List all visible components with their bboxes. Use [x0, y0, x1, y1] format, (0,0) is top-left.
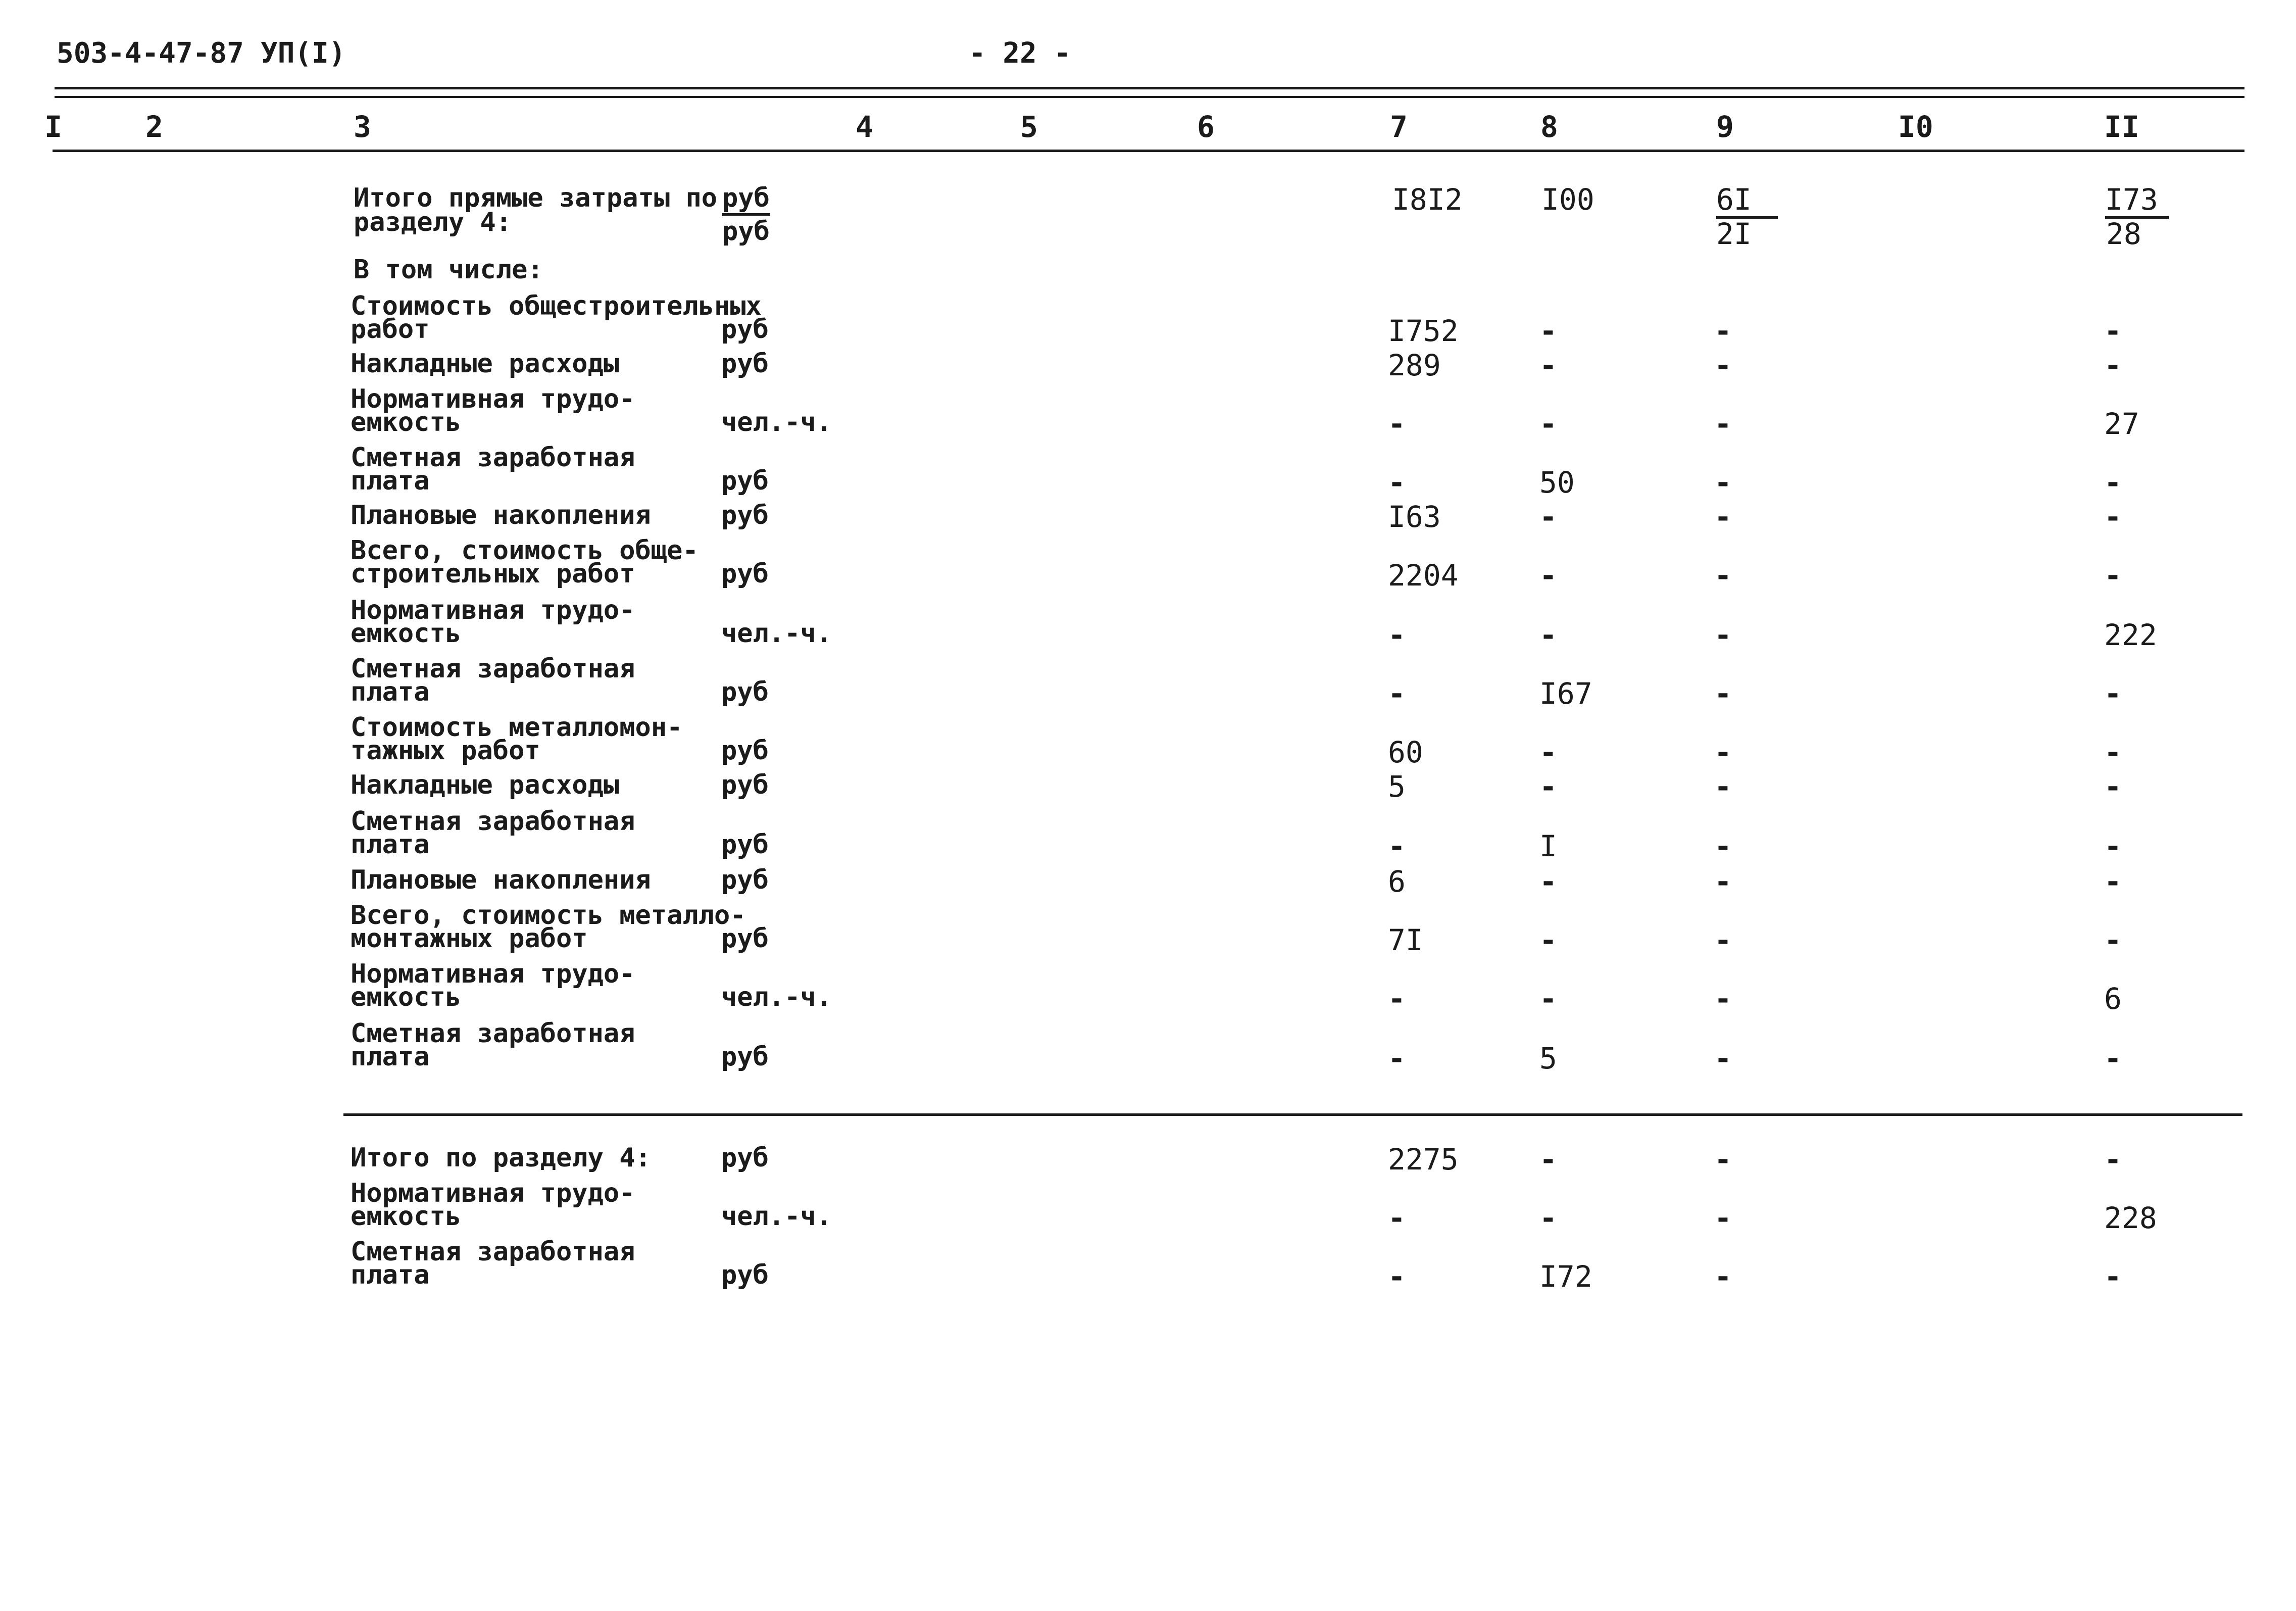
section-total-unit: руб [721, 1143, 769, 1173]
detail-description-line2: плата [351, 466, 430, 496]
detail-description-line1: Нормативная трудо- [351, 384, 635, 414]
detail-col8-value: - [1539, 500, 1557, 534]
detail-unit: руб [721, 1042, 769, 1072]
detail-col8-value: - [1539, 769, 1557, 804]
detail-col9-value: - [1714, 465, 1732, 500]
detail-description-line2: емкость [351, 982, 462, 1012]
total-direct-col8: I00 [1541, 182, 1594, 217]
detail-col7-value: I63 [1388, 500, 1441, 534]
detail-description-line2: работ [351, 314, 430, 345]
section-total-col8-value: - [1539, 1201, 1557, 1235]
detail-description-line1: Нормативная трудо- [351, 959, 635, 989]
column-number-11: II [2104, 110, 2139, 144]
detail-col7-value: - [1388, 407, 1406, 441]
detail-unit: руб [721, 314, 769, 345]
section-total-unit: руб [721, 1260, 769, 1290]
total-direct-col11-bottom: 28 [2106, 217, 2141, 251]
detail-col11-value: - [2104, 314, 2122, 348]
detail-description-line1: Стоимость общестроительных [351, 291, 762, 321]
detail-description-line1: Сметная заработная [351, 443, 635, 473]
section-total-col7-value: 2275 [1388, 1142, 1459, 1177]
detail-col11-value: - [2104, 923, 2122, 957]
detail-unit: руб [721, 677, 769, 707]
detail-description-line2: монтажных работ [351, 923, 588, 954]
column-number-1: I [44, 110, 62, 144]
detail-col11-value: - [2104, 864, 2122, 899]
detail-col9-value: - [1714, 1041, 1732, 1076]
column-header-rule [53, 150, 2244, 152]
detail-col11-value: - [2104, 465, 2122, 500]
total-direct-unit-bottom: руб [722, 216, 770, 247]
section-total-description-line1: Нормативная трудо- [351, 1178, 635, 1208]
detail-col8-value: - [1539, 735, 1557, 769]
detail-description-line2: емкость [351, 407, 462, 437]
total-direct-label-line1: Итого прямые затраты по [354, 183, 718, 213]
detail-col8-value: I67 [1539, 676, 1592, 711]
section-total-col9-value: - [1714, 1259, 1732, 1294]
detail-description-line2: плата [351, 677, 430, 707]
detail-col9-value: - [1714, 735, 1732, 769]
detail-col9-value: - [1714, 314, 1732, 348]
detail-description-line1: Накладные расходы [351, 349, 620, 379]
detail-col8-value: - [1539, 923, 1557, 957]
detail-description-line2: плата [351, 1042, 430, 1072]
detail-col7-value: - [1388, 465, 1406, 500]
detail-col11-value: - [2104, 1041, 2122, 1076]
detail-col11-value: - [2104, 769, 2122, 804]
section-total-col11-value: - [2104, 1142, 2122, 1177]
detail-col9-value: - [1714, 558, 1732, 593]
detail-col9-value: - [1714, 618, 1732, 652]
section-total-unit: чел.-ч. [721, 1201, 832, 1232]
detail-description-line2: строительных работ [351, 559, 635, 589]
detail-col9-value: - [1714, 407, 1732, 441]
detail-description-line1: Стоимость металломон- [351, 712, 683, 743]
detail-col8-value: I [1539, 829, 1557, 863]
top-double-rule-upper [55, 87, 2244, 89]
detail-unit: руб [721, 466, 769, 496]
detail-col9-value: - [1714, 923, 1732, 957]
detail-col9-value: - [1714, 829, 1732, 863]
detail-col8-value: - [1539, 558, 1557, 593]
column-number-5: 5 [1020, 110, 1038, 144]
total-direct-col9-bottom: 2I [1716, 217, 1752, 251]
detail-col8-value: - [1539, 618, 1557, 652]
detail-description-line1: Всего, стоимость обще- [351, 535, 698, 566]
album-code: УП(I) [261, 37, 346, 70]
section-total-description-line1: Итого по разделу 4: [351, 1143, 651, 1173]
detail-col7-value: I752 [1388, 314, 1459, 348]
detail-unit: руб [721, 865, 769, 895]
section-total-col8-value: I72 [1539, 1259, 1592, 1294]
column-number-10: I0 [1898, 110, 1933, 144]
detail-col9-value: - [1714, 500, 1732, 534]
page-number: - 22 - [969, 37, 1071, 70]
detail-unit: руб [721, 736, 769, 766]
detail-description-line1: Сметная заработная [351, 1018, 635, 1049]
detail-unit: руб [721, 559, 769, 589]
detail-col7-value: - [1388, 829, 1406, 863]
detail-col11-value: - [2104, 676, 2122, 711]
detail-col8-value: - [1539, 982, 1557, 1016]
detail-description-line1: Плановые накопления [351, 500, 651, 530]
detail-col11-value: 6 [2104, 982, 2122, 1016]
detail-col9-value: - [1714, 676, 1732, 711]
total-direct-col9-top: 6I [1716, 185, 1778, 219]
detail-description-line1: Всего, стоимость металло- [351, 900, 746, 931]
detail-description-line1: Плановые накопления [351, 865, 651, 895]
detail-col7-value: 2204 [1388, 558, 1459, 593]
detail-col7-value: - [1388, 618, 1406, 652]
detail-description-line2: плата [351, 829, 430, 860]
detail-col7-value: 5 [1388, 769, 1406, 804]
section-total-col7-value: - [1388, 1259, 1406, 1294]
detail-unit: чел.-ч. [721, 618, 832, 649]
detail-description-line1: Сметная заработная [351, 654, 635, 684]
section-total-description-line2: емкость [351, 1201, 462, 1232]
column-number-2: 2 [145, 110, 163, 144]
detail-col11-value: - [2104, 829, 2122, 863]
section-total-col11-value: 228 [2104, 1201, 2157, 1235]
top-double-rule-lower [55, 96, 2244, 98]
detail-col7-value: 289 [1388, 348, 1441, 382]
detail-description-line1: Сметная заработная [351, 806, 635, 837]
detail-col8-value: 50 [1539, 465, 1575, 500]
column-number-3: 3 [354, 110, 371, 144]
detail-description-line1: Нормативная трудо- [351, 595, 635, 625]
section-total-col8-value: - [1539, 1142, 1557, 1177]
section-total-description-line2: плата [351, 1260, 430, 1290]
detail-col9-value: - [1714, 982, 1732, 1016]
total-direct-col11-top: I73 [2105, 185, 2169, 219]
detail-unit: руб [721, 829, 769, 860]
section-total-col9-value: - [1714, 1201, 1732, 1235]
section-total-col9-value: - [1714, 1142, 1732, 1177]
detail-col11-value: - [2104, 348, 2122, 382]
column-number-7: 7 [1390, 110, 1408, 144]
in-that-number-label: В том числе: [354, 255, 543, 285]
section-total-col11-value: - [2104, 1259, 2122, 1294]
detail-col8-value: - [1539, 864, 1557, 899]
detail-col9-value: - [1714, 348, 1732, 382]
detail-col8-value: 5 [1539, 1041, 1557, 1076]
detail-col11-value: 27 [2104, 407, 2139, 441]
detail-col7-value: 6 [1388, 864, 1406, 899]
total-direct-col7: I8I2 [1392, 182, 1463, 217]
detail-col11-value: - [2104, 735, 2122, 769]
detail-description-line2: тажных работ [351, 736, 540, 766]
column-number-8: 8 [1540, 110, 1558, 144]
document-code: 503-4-47-87 [57, 37, 244, 70]
detail-col7-value: - [1388, 676, 1406, 711]
column-number-9: 9 [1716, 110, 1734, 144]
detail-col8-value: - [1539, 348, 1557, 382]
detail-unit: чел.-ч. [721, 407, 832, 437]
detail-col7-value: 60 [1388, 735, 1423, 769]
detail-col9-value: - [1714, 864, 1732, 899]
detail-unit: руб [721, 923, 769, 954]
section-total-description-line1: Сметная заработная [351, 1237, 635, 1267]
detail-col11-value: 222 [2104, 618, 2157, 652]
column-number-4: 4 [856, 110, 873, 144]
detail-col8-value: - [1539, 314, 1557, 348]
detail-col7-value: 7I [1388, 923, 1423, 957]
detail-col11-value: - [2104, 558, 2122, 593]
column-number-6: 6 [1197, 110, 1215, 144]
detail-col7-value: - [1388, 1041, 1406, 1076]
detail-unit: руб [721, 349, 769, 379]
total-direct-unit-top: руб [722, 185, 770, 216]
section-total-col7-value: - [1388, 1201, 1406, 1235]
detail-col8-value: - [1539, 407, 1557, 441]
detail-unit: руб [721, 500, 769, 530]
detail-description-line2: емкость [351, 618, 462, 649]
detail-col7-value: - [1388, 982, 1406, 1016]
detail-unit: руб [721, 770, 769, 800]
detail-col9-value: - [1714, 769, 1732, 804]
detail-col11-value: - [2104, 500, 2122, 534]
detail-unit: чел.-ч. [721, 982, 832, 1012]
section-separator-rule [343, 1113, 2242, 1116]
detail-description-line1: Накладные расходы [351, 770, 620, 800]
total-direct-label-line2: разделу 4: [354, 207, 512, 237]
